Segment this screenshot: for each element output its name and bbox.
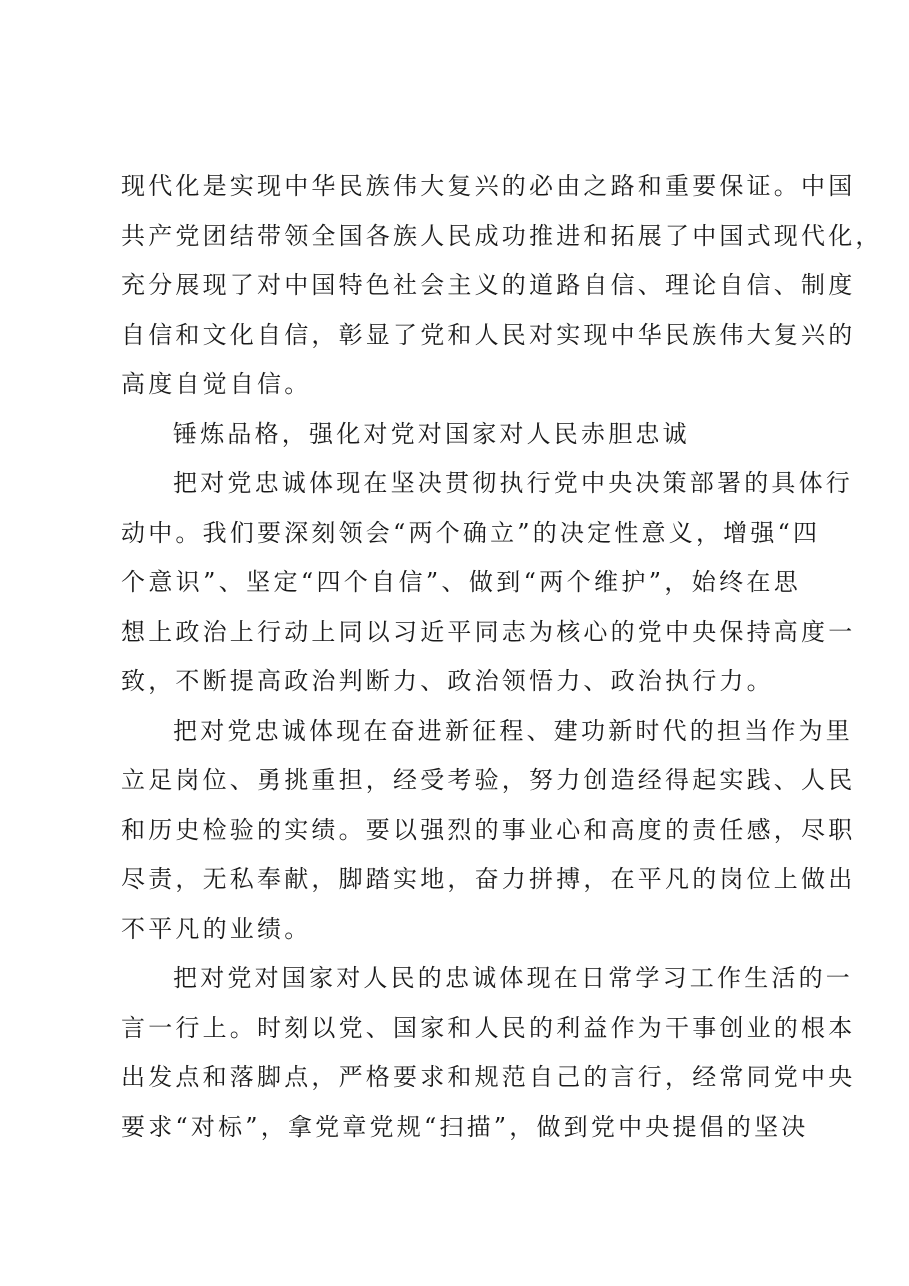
text-line: 尽责，无私奉献，脚踏实地，奋力拼搏，在平凡的岗位上做出	[121, 865, 856, 893]
text-line: 和历史检验的实绩。要以强烈的事业心和高度的责任感，尽职	[121, 815, 856, 844]
text-line: 把对党对国家对人民的忠诚体现在日常学习工作生活的一	[173, 964, 853, 992]
text-line: 充分展现了对中国特色社会主义的道路自信、理论自信、制度	[121, 271, 856, 299]
paragraph-3	[121, 707, 856, 955]
paragraph-2	[121, 459, 856, 707]
paragraph-1	[121, 162, 883, 410]
document-body	[121, 162, 883, 1152]
text-line: 把对党忠诚体现在奋进新征程、建功新时代的担当作为里	[173, 716, 853, 745]
paragraph-4	[121, 954, 856, 1152]
text-line: 想上政治上行动上同以习近平同志为核心的党中央保持高度一	[121, 617, 856, 646]
text-line: 现代化是实现中华民族伟大复兴的必由之路和重要保证。中国	[121, 172, 856, 200]
text-line: 自信和文化自信，彰显了党和人民对实现中华民族伟大复兴的	[121, 320, 856, 349]
text-line: 不平凡的业绩。	[121, 914, 312, 943]
text-line: 高度自觉自信。	[121, 370, 312, 398]
text-line: 把对党忠诚体现在坚决贯彻执行党中央决策部署的具体行	[173, 469, 853, 497]
text-line: 共产党团结带领全国各族人民成功推进和拓展了中国式现代化，	[121, 221, 883, 250]
section-heading	[121, 410, 801, 460]
text-line: 动中。我们要深刻领会“两个确立”的决定性意义，增强“四	[121, 518, 821, 547]
text-line: 个意识”、坚定“四个自信”、做到“两个维护”，始终在思	[121, 568, 801, 596]
text-line: 立足岗位、勇挑重担，经受考验，努力创造经得起实践、人民	[121, 766, 856, 794]
text-line: 要求“对标”，拿党章党规“扫描”，做到党中央提倡的坚决	[121, 1112, 809, 1141]
heading-line: 锤炼品格，强化对党对国家对人民赤胆忠诚	[173, 419, 690, 448]
text-line: 出发点和落脚点，严格要求和规范自己的言行，经常同党中央	[121, 1063, 856, 1091]
text-line: 致，不断提高政治判断力、政治领悟力、政治执行力。	[121, 667, 774, 695]
text-line: 言一行上。时刻以党、国家和人民的利益作为干事创业的根本	[121, 1013, 856, 1042]
